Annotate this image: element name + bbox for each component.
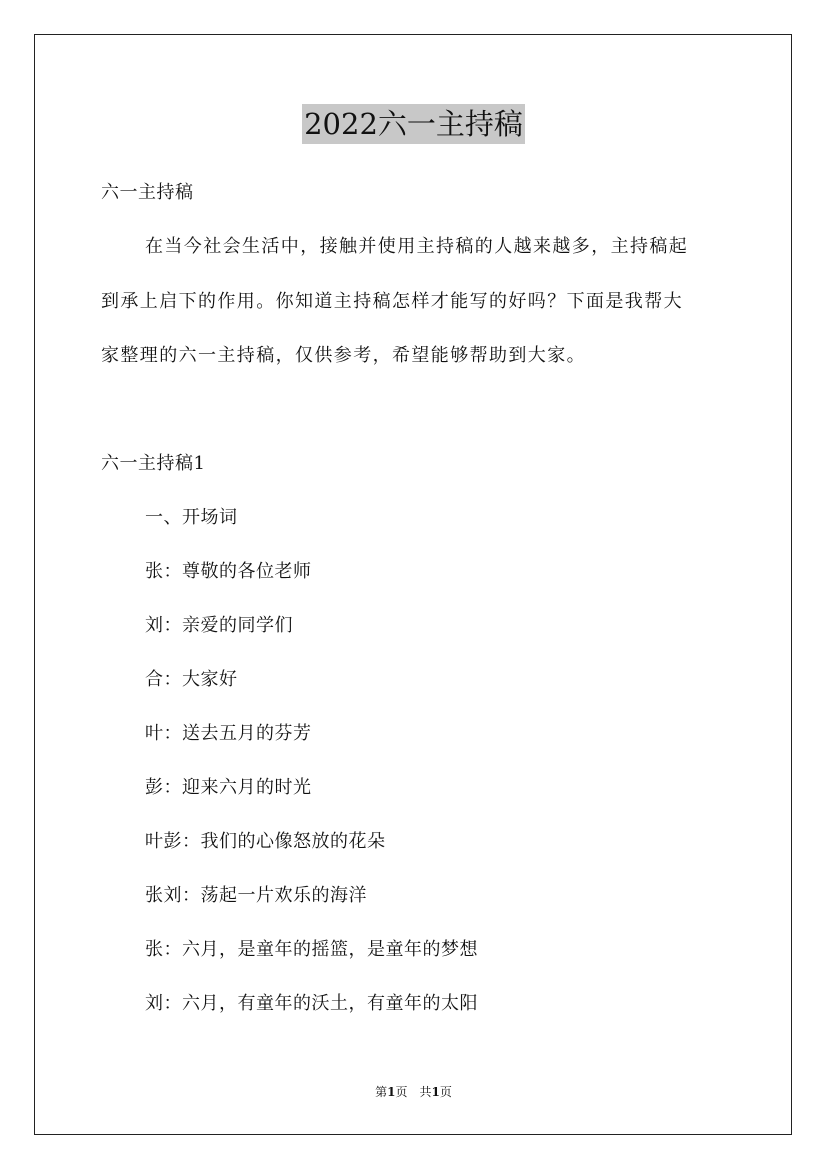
document-title-container: [0, 104, 827, 144]
script-line: 张：六月，是童年的摇篮，是童年的梦想: [145, 939, 478, 960]
script-line: 刘：六月，有童年的沃土，有童年的太阳: [145, 993, 478, 1014]
script-line: 张：尊敬的各位老师: [145, 561, 312, 582]
footer-prefix: 第: [375, 1085, 388, 1099]
document-title: 2022六一主持稿: [302, 104, 525, 144]
footer-suffix: 页: [439, 1085, 452, 1099]
intro-line-1: 在当今社会生活中，接触并使用主持稿的人越来越多，主持稿起: [145, 236, 689, 257]
footer-page-current: 1: [387, 1085, 396, 1099]
script-line: 合：大家好: [145, 669, 238, 690]
intro-line-2: 到承上启下的作用。你知道主持稿怎样才能写的好吗？下面是我帮大: [101, 291, 683, 312]
script-line: 刘：亲爱的同学们: [145, 615, 293, 636]
script-line: 彭：迎来六月的时光: [145, 777, 312, 798]
script-line: 叶：送去五月的芬芳: [145, 723, 312, 744]
script-line: 一、开场词: [145, 507, 238, 528]
page-footer: [0, 1084, 827, 1100]
section-heading: 六一主持稿: [101, 182, 194, 203]
footer-mid: 页 共: [395, 1085, 432, 1099]
script-line: 张刘：荡起一片欢乐的海洋: [145, 885, 367, 906]
footer-page-total: 1: [431, 1085, 440, 1099]
subheading: 六一主持稿1: [101, 453, 206, 474]
script-line: 叶彭：我们的心像怒放的花朵: [145, 831, 386, 852]
intro-line-3: 家整理的六一主持稿，仅供参考，希望能够帮助到大家。: [101, 345, 586, 366]
